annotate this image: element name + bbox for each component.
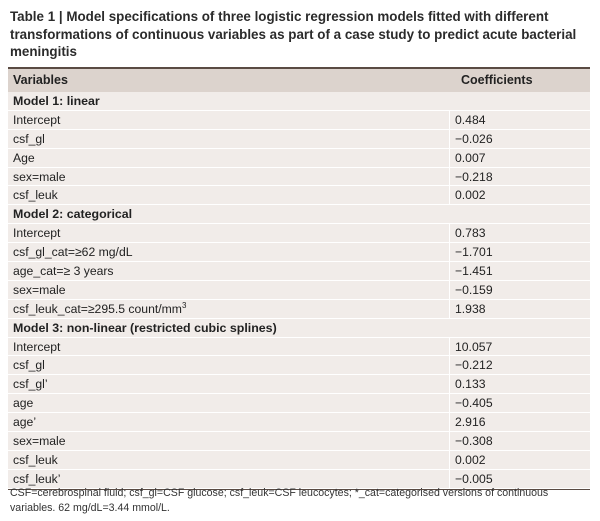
variable-name: csf_gl [13,358,45,373]
variable-cell [13,113,60,127]
variable-name: sex=male [13,434,66,449]
column-divider [449,111,450,129]
variable-name: sex=male [13,282,66,297]
header-variables: Variables [13,73,68,87]
table-row [8,394,590,413]
column-divider [449,356,450,374]
model-title: Model 3: non-linear (restricted cubic splines) [13,320,277,335]
table-row [8,356,590,375]
variable-name: csf_gl_cat=≥62 mg/dL [13,245,133,260]
table-row [8,451,590,470]
variable-name: csf_gl [13,131,45,146]
coefficient-cell: 10.057 [455,339,493,354]
table-row [8,262,590,281]
table-header-row [8,67,590,92]
variable-cell [13,302,186,316]
variable-cell [13,377,48,391]
table-row [8,243,590,262]
variable-name: Intercept [13,226,61,241]
column-divider [449,432,450,450]
variable-name: csf_leuk_cat=≥295.5 count/mm [13,301,182,316]
table-row [8,338,590,357]
variable-name: Intercept [13,339,61,354]
coefficient-cell: −0.405 [455,396,493,411]
table-row [8,432,590,451]
variable-cell [13,358,45,372]
table-caption: Table 1 | Model specifications of three logistic regression models fitted with different transformations of continuous variables as part of a case study to predict acute bacterial meningitis [10,9,577,59]
variable-cell [13,188,58,202]
variable-cell [13,151,35,165]
coefficient-cell: −1.701 [455,245,493,260]
table-row [8,186,590,205]
coefficient-cell: 0.007 [455,150,486,165]
model-section-title [8,319,590,338]
column-divider [449,394,450,412]
coefficient-cell: 2.916 [455,415,486,430]
coefficient-cell: −1.451 [455,264,493,279]
variable-name: Intercept [13,112,61,127]
coefficient-cell: 0.783 [455,226,486,241]
column-divider [449,451,450,469]
table-row [8,111,590,130]
column-divider [449,224,450,242]
variable-name: sex=male [13,169,66,184]
coefficient-cell: −0.026 [455,131,493,146]
variable-cell [13,170,66,184]
variable-name: age [13,396,34,411]
variable-name: csf_leuk [13,188,58,203]
variable-cell [13,396,33,410]
variable-cell [13,132,45,146]
variable-name: age’ [13,415,37,430]
column-divider [449,186,450,204]
variable-cell [13,472,60,486]
table-row [8,281,590,300]
coefficient-cell: −0.005 [455,471,493,486]
column-divider [449,243,450,261]
column-divider [449,281,450,299]
column-divider [449,130,450,148]
variable-superscript: 3 [181,300,187,310]
coefficient-cell: 1.938 [455,301,486,316]
column-divider [449,168,450,186]
table-body [8,92,590,489]
variable-cell [13,264,114,278]
table-row [8,149,590,168]
column-divider [449,338,450,356]
table-row [8,224,590,243]
model-section-title [8,92,590,111]
table-row [8,130,590,149]
coefficient-cell: −0.212 [455,358,493,373]
column-divider [449,413,450,431]
coefficient-cell: 0.002 [455,188,486,203]
variable-cell [13,434,66,448]
variable-cell [13,226,60,240]
variable-name: Age [13,150,35,165]
table-row [8,168,590,187]
coefficients-table [8,67,590,490]
table-row [8,300,590,319]
variable-name: age_cat=≥ 3 years [13,264,114,279]
table-row [8,375,590,394]
column-divider [449,300,450,318]
coefficient-cell: 0.484 [455,112,486,127]
model-title: Model 2: categorical [13,207,133,222]
variable-name: csf_leuk’ [13,471,61,486]
variable-cell [13,340,60,354]
column-divider [449,375,450,393]
variable-cell [13,283,66,297]
coefficient-cell: −0.159 [455,282,493,297]
variable-cell [13,453,58,467]
header-coefficients: Coefficients [461,73,533,87]
model-section-title [8,205,590,224]
variable-name: csf_gl’ [13,377,48,392]
variable-cell [13,415,36,429]
table-footnote: CSF=cerebrospinal fluid; csf_gl=CSF glucose; csf_leuk=CSF leucocytes; *_cat=categorised versions of continuous variables. 62 mg/dL=3.44 mmol/L. [10,487,549,514]
variable-name: csf_leuk [13,452,58,467]
model-title: Model 1: linear [13,94,100,108]
column-divider [449,262,450,280]
coefficient-cell: 0.002 [455,452,486,467]
variable-cell [13,245,133,259]
coefficient-cell: −0.308 [455,434,493,449]
column-divider [449,149,450,167]
coefficient-cell: 0.133 [455,377,486,392]
coefficient-cell: −0.218 [455,169,493,184]
table-row [8,413,590,432]
